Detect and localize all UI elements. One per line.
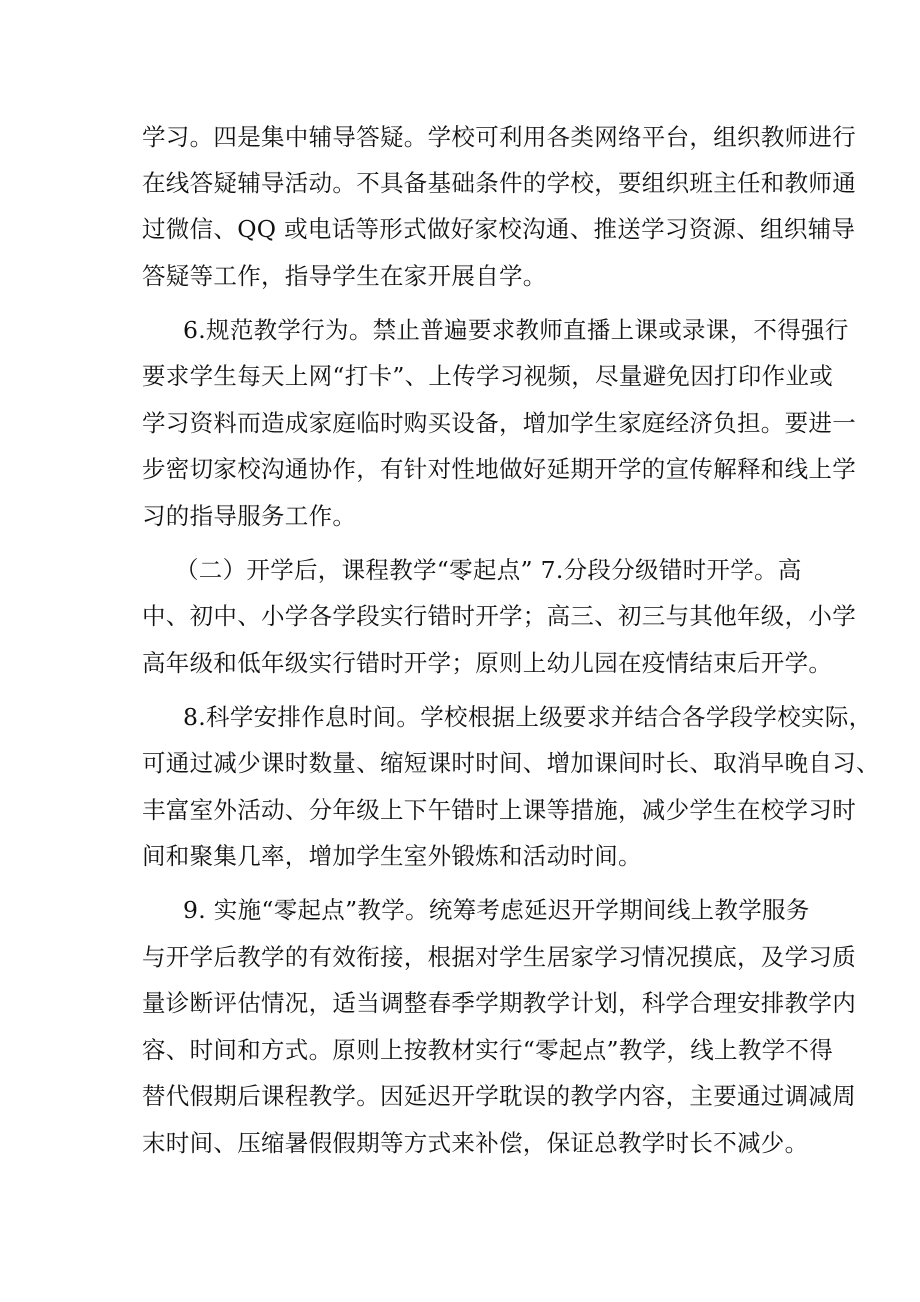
paragraph-first-line: 9. 实施“零起点”教学。统筹考虑延迟开学期间线上教学服务 — [183, 896, 810, 924]
text-line: 中、初中、小学各学段实行错时开学；高三、初三与其他年级，小学 — [142, 602, 856, 630]
text-line: 过微信、QQ 或电话等形式做好家校沟通、推送学习资源、组织辅导 — [142, 215, 856, 243]
text-line: 末时间、压缩暑假假期等方式来补偿，保证总教学时长不减少。 — [142, 1129, 809, 1157]
text-line: 与开学后教学的有效衔接，根据对学生居家学习情况摸底，及学习质 — [142, 943, 856, 971]
paragraph-first-line: 8.科学安排作息时间。学校根据上级要求并结合各学段学校实际， — [183, 703, 873, 731]
text-line: 在线答疑辅导活动。不具备基础条件的学校，要组织班主任和教师通 — [142, 169, 856, 197]
text-line: 容、时间和方式。原则上按教材实行“零起点”教学，线上教学不得 — [142, 1036, 834, 1064]
text-line: 丰富室外活动、分年级上下午错时上课等措施，减少学生在校学习时 — [142, 796, 856, 824]
text-line: 要求学生每天上网“打卡”、上传学习视频，尽量避免因打印作业或 — [142, 362, 834, 390]
text-line: 量诊断评估情况，适当调整春季学期教学计划，科学合理安排教学内 — [142, 989, 856, 1017]
text-line: 替代假期后课程教学。因延迟开学耽误的教学内容，主要通过调减周 — [142, 1082, 856, 1110]
text-line: 可通过减少课时数量、缩短课时时间、增加课间时长、取消早晚自习、 — [142, 749, 880, 777]
text-line: 习的指导服务工作。 — [142, 502, 357, 530]
text-line: 间和聚集几率，增加学生室外锻炼和活动时间。 — [142, 842, 642, 870]
section-heading-line: （二）开学后，课程教学“零起点” 7.分段分级错时开学。高 — [175, 556, 802, 584]
text-line: 高年级和低年级实行错时开学；原则上幼儿园在疫情结束后开学。 — [142, 649, 833, 677]
text-line: 学习。四是集中辅导答疑。学校可利用各类网络平台，组织教师进行 — [142, 123, 856, 151]
text-line: 答疑等工作，指导学生在家开展自学。 — [142, 262, 547, 290]
text-line: 步密切家校沟通协作，有针对性地做好延期开学的宣传解释和线上学 — [142, 455, 856, 483]
text-line: 学习资料而造成家庭临时购买设备，增加学生家庭经济负担。要进一 — [142, 409, 856, 437]
paragraph-first-line: 6.规范教学行为。禁止普遍要求教师直播上课或录课，不得强行 — [183, 316, 849, 344]
